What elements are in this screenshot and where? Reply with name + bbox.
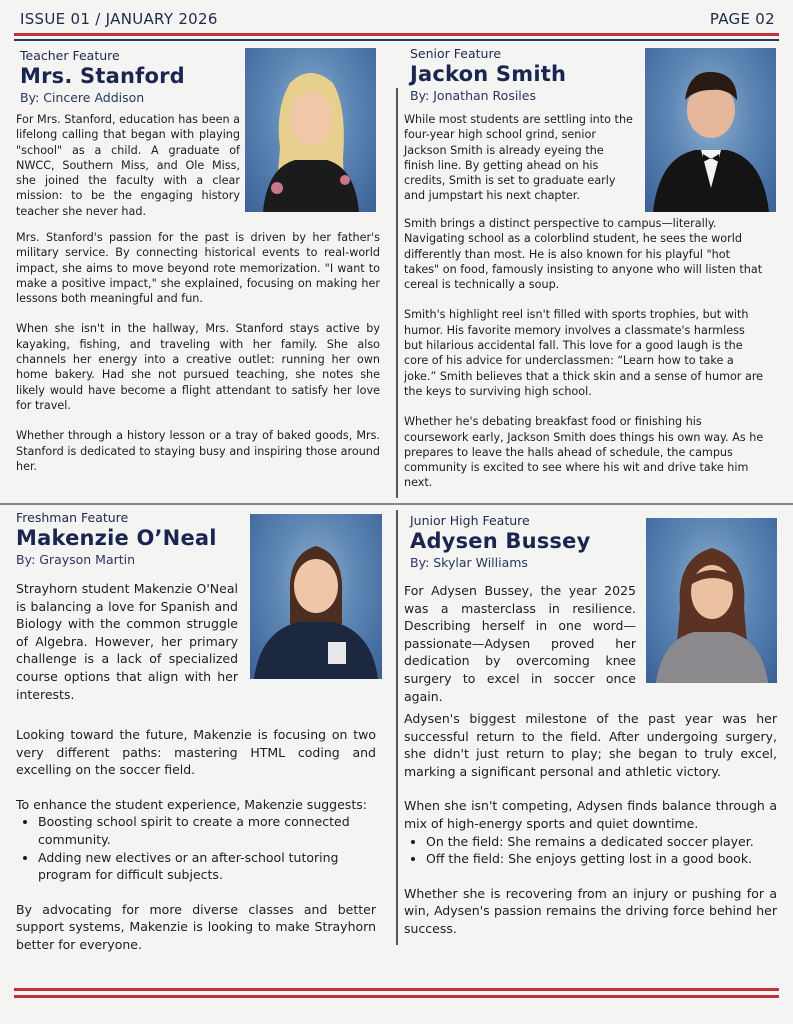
issue-label: ISSUE 01 / JANUARY 2026 xyxy=(20,10,218,28)
freshman-paragraph-1: Strayhorn student Makenzie O'Neal is balancing a love for Spanish and Biology with the common struggle of Algebra. However, her primary challenge is a lack of specialized course options that align with her interests. xyxy=(16,581,238,702)
junior-byline: By: Skylar Williams xyxy=(410,555,528,570)
senior-paragraph-4: Whether he's debating breakfast food or finishing his coursework early, Jackson Smith does things his own way. As he prepares to leave the halls ahead of schedule, the campus community is excited to see where his wit and drive take him next. xyxy=(404,415,764,490)
senior-title: Jackon Smith xyxy=(410,62,567,86)
freshman-kicker: Freshman Feature xyxy=(16,510,129,525)
junior-activity-list xyxy=(404,833,777,868)
teacher-paragraph-3: When she isn't in the hallway, Mrs. Stanford stays active by kayaking, fishing, and traveling with her family. She also channels her energy into a creative outlet: running her own home bakery. Had she not pursued teaching, she notes she likely would have become a flight attendant to satisfy her love for travel. xyxy=(16,322,380,412)
junior-activity-item: • On the field: She remains a dedicated soccer player. xyxy=(426,833,777,851)
teacher-kicker: Teacher Feature xyxy=(20,48,120,63)
senior-paragraph-1: While most students are settling into the four-year high school grind, senior Jackson Smith is already eyeing the finish line. By getting ahead on his credits, Smith is set to graduate early and jumpstart his next chapter. xyxy=(404,113,633,203)
teacher-title: Mrs. Stanford xyxy=(20,64,185,88)
junior-activity-item: • Off the field: She enjoys getting lost in a good book. xyxy=(426,850,777,868)
teacher-byline: By: Cincere Addison xyxy=(20,90,145,105)
senior-paragraph-3: Smith's highlight reel isn't filled with sports trophies, but with humor. His favorite memory involves a classmate's harmless but hilarious accidental fall. This love for a good laugh is the core of his advice for underclassmen: “Learn how to take a joke.” Smith believes that a thick skin and a sense of humor are the keys to surviving high school. xyxy=(404,308,764,398)
junior-kicker: Junior High Feature xyxy=(410,513,530,528)
teacher-paragraph-1: For Mrs. Stanford, education has been a lifelong calling that began with playing "school" as a child. A graduate of NWCC, Southern Miss, and Ole Miss, she joined the faculty with a clear mission: to be the engaging history teacher she never had. xyxy=(16,113,240,218)
freshman-photo xyxy=(250,514,382,679)
teacher-paragraph-4: Whether through a history lesson or a tray of baked goods, Mrs. Stanford is dedicated to staying busy and inspiring those around her. xyxy=(16,429,380,473)
junior-title: Adysen Bussey xyxy=(410,529,591,553)
freshman-title: Makenzie O’Neal xyxy=(16,526,217,550)
junior-paragraph-4: Whether she is recovering from an injury or pushing for a win, Adysen's passion remains the driving force behind her success. xyxy=(404,885,777,936)
freshman-paragraph-2: Looking toward the future, Makenzie is focusing on two very different paths: mastering HTML coding and excelling on the soccer field. xyxy=(16,727,376,778)
header-navy-rule xyxy=(14,39,779,41)
footer-red-rule-top xyxy=(14,988,779,991)
freshman-suggestion-item: • Boosting school spirit to create a more connected community. xyxy=(38,813,376,848)
junior-paragraph-1: For Adysen Bussey, the year 2025 was a masterclass in resilience. Describing herself in one word—passionate—Adysen proved her dedication by overcoming knee surgery to excel in soccer once again. xyxy=(404,583,636,704)
freshman-paragraph-3: To enhance the student experience, Makenzie suggests: xyxy=(16,796,367,812)
freshman-paragraph-4: By advocating for more diverse classes and better support systems, Makenzie is looking to make Strayhorn better for everyone. xyxy=(16,901,376,952)
freshman-suggestion-list xyxy=(16,813,376,883)
column-divider-top xyxy=(396,88,398,498)
teacher-paragraph-2: Mrs. Stanford's passion for the past is driven by her father's military service. By connecting historical events to real-world impact, she aims to move beyond rote memorization. "I want to make a positive impact," she explained, focusing on making her lessons both meaningful and fun. xyxy=(16,231,380,306)
footer-red-rule-bottom xyxy=(14,995,779,998)
junior-paragraph-3: When she isn't competing, Adysen finds balance through a mix of high-energy sports and quiet downtime. xyxy=(404,798,777,831)
senior-kicker: Senior Feature xyxy=(410,46,502,61)
header-red-rule xyxy=(14,33,779,36)
freshman-byline: By: Grayson Martin xyxy=(16,552,136,567)
senior-paragraph-2: Smith brings a distinct perspective to campus—literally. Navigating school as a colorblind student, he sees the world differently than most. He is also known for his playful "hot takes" on food, famously insisting to anyone who will listen that cereal is technically a soup. xyxy=(404,217,763,292)
page-number: PAGE 02 xyxy=(709,10,775,28)
senior-byline: By: Jonathan Rosiles xyxy=(410,88,536,103)
section-divider xyxy=(0,503,793,505)
teacher-photo xyxy=(245,48,376,212)
column-divider-bottom xyxy=(396,510,398,945)
junior-photo xyxy=(646,518,777,683)
freshman-suggestion-item: • Adding new electives or an after-school tutoring program for difficult subjects. xyxy=(38,849,376,884)
junior-paragraph-2: Adysen's biggest milestone of the past year was her successful return to the field. After undergoing surgery, she didn't just return to play; she began to truly excel, marking a significant personal and athletic victory. xyxy=(404,711,777,779)
senior-photo xyxy=(645,48,776,212)
